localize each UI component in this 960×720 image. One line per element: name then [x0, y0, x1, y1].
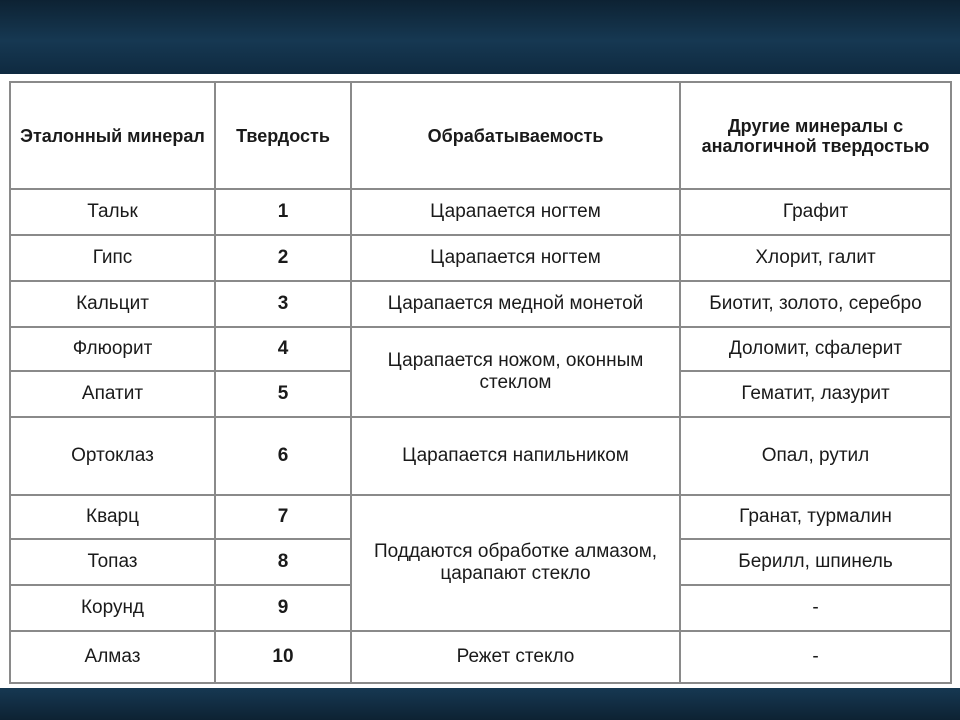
table-row	[10, 281, 951, 327]
other-minerals-cell: Графит	[680, 189, 951, 235]
other-minerals-cell: Доломит, сфалерит	[680, 327, 951, 371]
other-minerals-cell: Опал, рутил	[680, 417, 951, 495]
workability-cell: Поддаются обработке алмазом, царапают стекло	[351, 495, 680, 631]
table-row	[10, 495, 951, 539]
mineral-cell: Апатит	[10, 371, 215, 417]
workability-cell: Царапается ногтем	[351, 189, 680, 235]
header-mineral: Эталонный минерал	[10, 82, 215, 189]
hardness-cell: 6	[215, 417, 351, 495]
hardness-cell: 1	[215, 189, 351, 235]
table-row	[10, 189, 951, 235]
header-band	[0, 0, 960, 74]
other-minerals-cell: Гранат, турмалин	[680, 495, 951, 539]
mineral-cell: Кальцит	[10, 281, 215, 327]
table-header-row	[10, 82, 951, 189]
mineral-cell: Корунд	[10, 585, 215, 631]
table-row	[10, 235, 951, 281]
mineral-cell: Топаз	[10, 539, 215, 585]
hardness-cell: 8	[215, 539, 351, 585]
mineral-cell: Флюорит	[10, 327, 215, 371]
mohs-hardness-table	[9, 81, 952, 684]
mineral-cell: Ортоклаз	[10, 417, 215, 495]
hardness-cell: 9	[215, 585, 351, 631]
hardness-cell: 4	[215, 327, 351, 371]
hardness-cell: 7	[215, 495, 351, 539]
other-minerals-cell: -	[680, 631, 951, 683]
mineral-cell: Гипс	[10, 235, 215, 281]
table-row	[10, 417, 951, 495]
hardness-cell: 3	[215, 281, 351, 327]
header-other-minerals: Другие минералы с аналогичной твердостью	[680, 82, 951, 189]
workability-cell: Царапается ногтем	[351, 235, 680, 281]
hardness-cell: 2	[215, 235, 351, 281]
mineral-cell: Тальк	[10, 189, 215, 235]
other-minerals-cell: Хлорит, галит	[680, 235, 951, 281]
other-minerals-cell: -	[680, 585, 951, 631]
other-minerals-cell: Берилл, шпинель	[680, 539, 951, 585]
header-workability: Обрабатываемость	[351, 82, 680, 189]
hardness-cell: 5	[215, 371, 351, 417]
mineral-cell: Кварц	[10, 495, 215, 539]
workability-cell: Режет стекло	[351, 631, 680, 683]
header-hardness: Твердость	[215, 82, 351, 189]
hardness-cell: 10	[215, 631, 351, 683]
footer-band	[0, 688, 960, 720]
workability-cell: Царапается напильником	[351, 417, 680, 495]
mineral-cell: Алмаз	[10, 631, 215, 683]
other-minerals-cell: Биотит, золото, серебро	[680, 281, 951, 327]
workability-cell: Царапается медной монетой	[351, 281, 680, 327]
workability-cell: Царапается ножом, оконным стеклом	[351, 327, 680, 417]
table-row	[10, 327, 951, 371]
other-minerals-cell: Гематит, лазурит	[680, 371, 951, 417]
table-row	[10, 631, 951, 683]
